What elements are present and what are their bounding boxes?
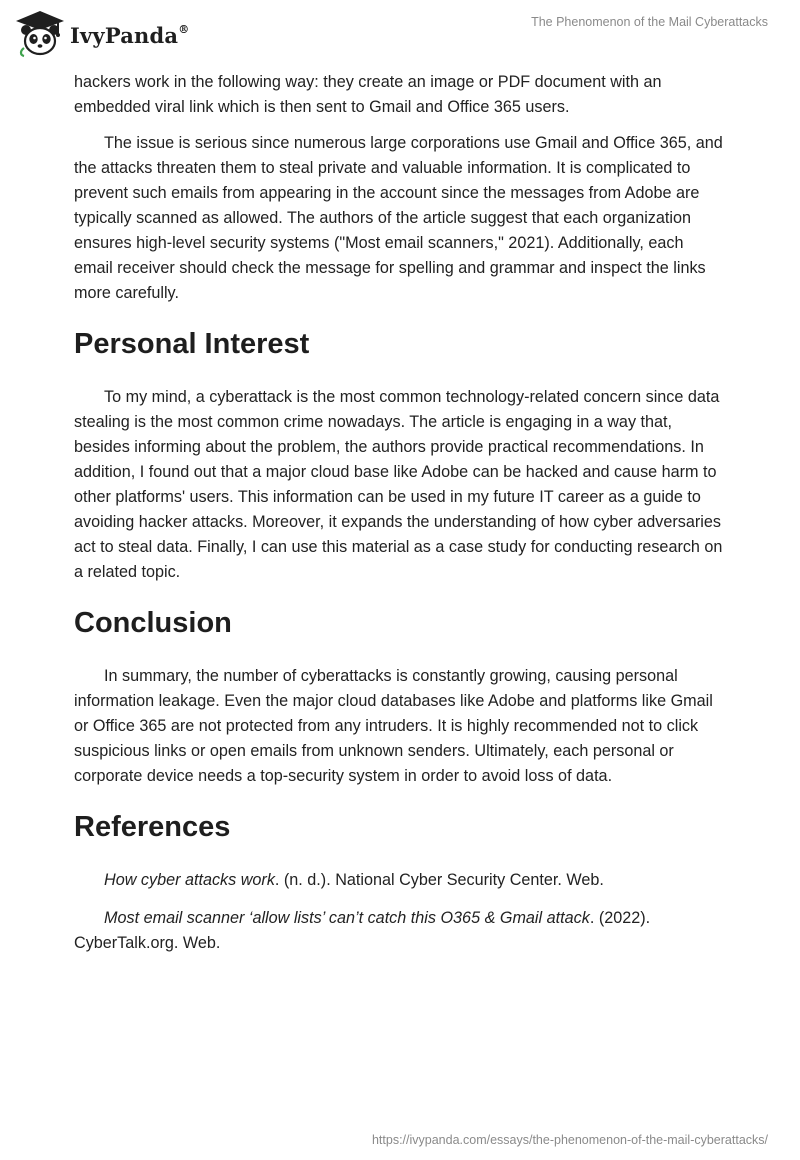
heading-references: References <box>74 811 231 843</box>
reference-details: . (n. d.). National Cyber Security Center. Web. <box>274 871 604 889</box>
brand-name: IvyPanda® <box>70 22 190 48</box>
paragraph-issue: The issue is serious since numerous large corporations use Gmail and Office 365, and the attacks threaten them to steal private and valuable information. It is complicated to prevent such emails from appearing in the account since the messages from Adobe are typically scanned as allowed. The authors of the article suggest that each organization ensures high-level security systems ("Most email scanners," 2021). Additionally, each email receiver should check the message for spelling and grammar and inspect the links more carefully. <box>74 134 723 302</box>
brand-logo[interactable] <box>14 8 189 58</box>
reference-item <box>74 868 726 893</box>
reference-item <box>74 906 726 956</box>
paragraph-continued: hackers work in the following way: they create an image or PDF document with an embedded viral link which is then sent to Gmail and Office 365 users. <box>74 73 662 116</box>
reference-details: . (2022). CyberTalk.org. Web. <box>74 909 651 952</box>
panda-graduation-cap-icon <box>14 8 66 58</box>
document-title: The Phenomenon of the Mail Cyberattacks <box>531 15 768 29</box>
reference-title: Most email scanner ‘allow lists’ can’t catch this O365 & Gmail attack <box>104 909 590 927</box>
reference-title: How cyber attacks work <box>104 871 275 889</box>
essay-body <box>74 70 726 969</box>
heading-conclusion: Conclusion <box>74 607 232 639</box>
heading-personal-interest: Personal Interest <box>74 328 310 360</box>
page-header <box>0 0 800 64</box>
paragraph-conclusion: In summary, the number of cyberattacks is constantly growing, causing personal information leakage. Even the major cloud databases like Adobe and platforms like Gmail or Office 365 are not protected from any intruders. It is highly recommended not to click suspicious links or open emails from unknown senders. Ultimately, each personal or corporate device needs a top-security system in order to avoid loss of data. <box>74 667 713 785</box>
source-url[interactable]: https://ivypanda.com/essays/the-phenomenon-of-the-mail-cyberattacks/ <box>371 1133 768 1147</box>
paragraph-personal-interest: To my mind, a cyberattack is the most common technology-related concern since data stealing is the most common crime nowadays. The article is engaging in a way that, besides informing about the problem, the authors provide practical recommendations. In addition, I found out that a major cloud base like Adobe can be hacked and cause harm to other platforms' users. This information can be used in my future IT career as a guide to avoiding hacker attacks. Moreover, it expands the understanding of how cyber adversaries act to steal data. Finally, I can use this material as a case study for conducting research on a related topic. <box>74 388 723 581</box>
